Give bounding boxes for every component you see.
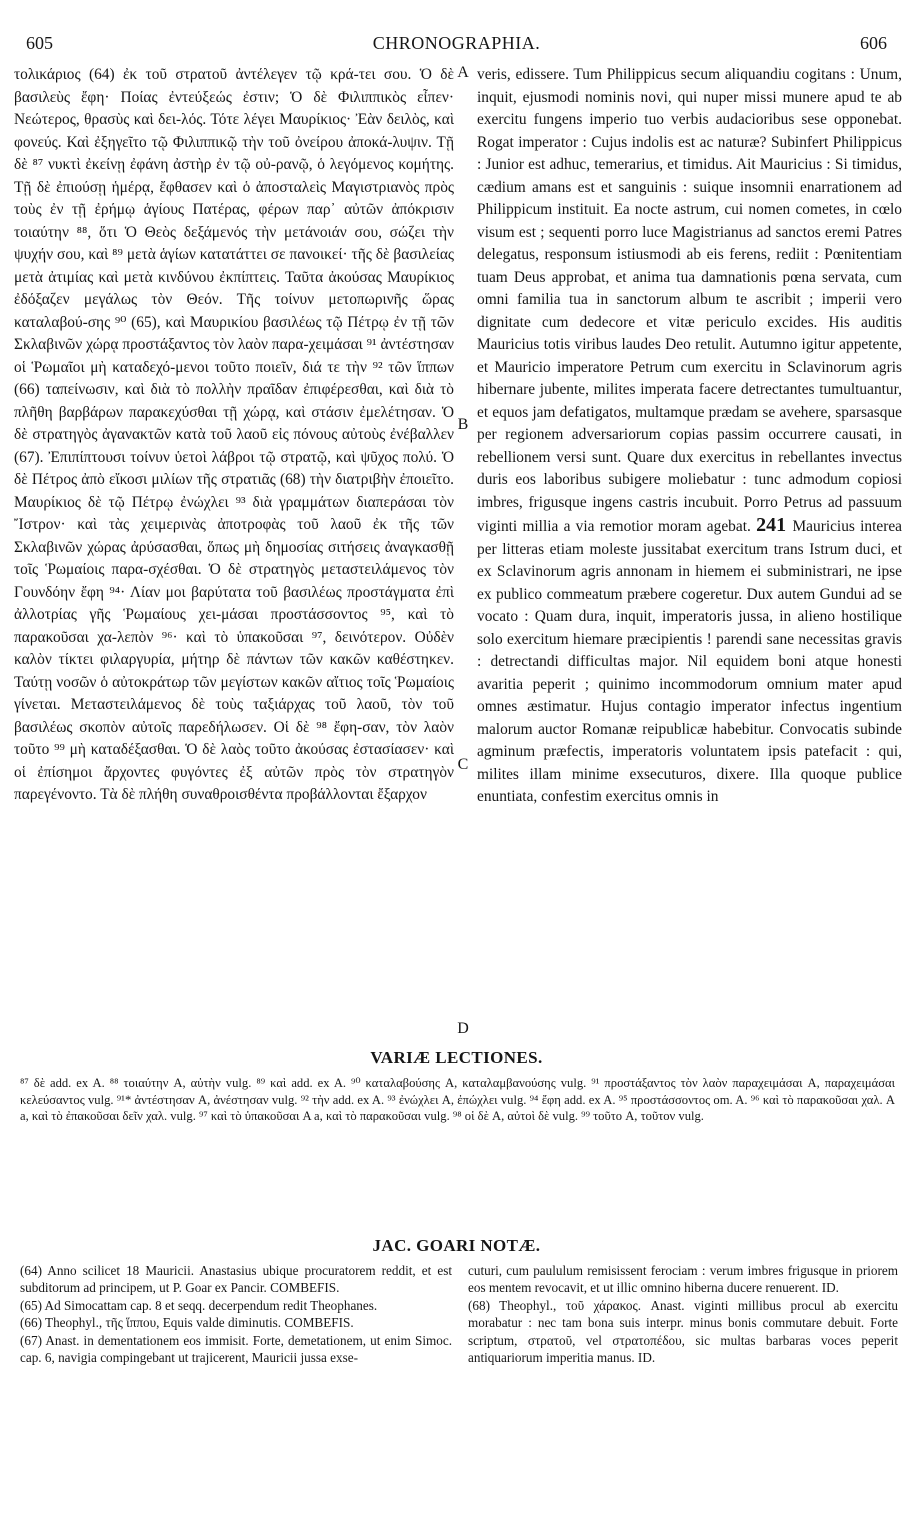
greek-text: τολικάριος (64) ἐκ τοῦ στρατοῦ ἀντέλεγεν τῷ κρά-τει σου. Ὁ δὲ βασιλεὺς ἔφη· Ποίας ἐντεύξεώς ἐστιν; Ὁ δὲ Φιλιππικὸς εἶπεν· Νεώτερος, θρασὺς καὶ δει-λός. Τότε λέγει Μαυρίκιος· Ἐὰν δειλὸς, καὶ φονεύς. Καὶ ἐξηγεῖτο τῷ Φιλιππικῷ τὴν τοῦ ὀνείρου ἀποκά-λυψιν. Τῇ δὲ ⁸⁷ νυκτὶ ἐκείνῃ ἐφάνη ἀστὴρ ἐν τῷ οὐ-ρανῷ, ὁ λεγόμενος κομήτης. Τῇ δὲ ἐπιούσῃ ἡμέρᾳ, ἔφθασεν καὶ ὁ ἀποσταλεὶς Μαγιστριανὸς πρὸς τοὺς ἐν τῇ ἐρήμῳ ἁγίους Πατέρας, φέρων παρ᾽ αὐτῶν ἀπόκρισιν τοιαύτην ⁸⁸, ὅτι Ὁ Θεὸς δεξάμενός τὴν μετάνοιάν σου, σώζει τὴν ψυχήν σου, καὶ ⁸⁹ μετὰ ἁγίων κατατάττει σε πανοικεί· τῆς δὲ βασιλείας μετὰ ἀτιμίας καὶ μετὰ κινδύνου ἐκπίπτεις. Ταῦτα ἀκούσας Μαυρίκιος ἐδόξαζεν μεγάλως τὸν Θεόν. Τῆς τοίνυν μετοπωρινῆς ὥρας καταλαβού-σης ⁹⁰ (65), καὶ Μαυρικίου βασιλέως τῷ Πέτρῳ ἐν τῇ τῶν Σκλαβινῶν χώρᾳ προστάξαντος τὸν λαὸν παρα-χειμάσαι ⁹¹ ἀντέστησαν οἱ Ῥωμαῖοι μὴ καταδεχό-μενοι τοῦτο ποιεῖν, διά τε τὴν ⁹² τῶν ἵππων (66) ταπείνωσιν, καὶ διὰ τὸ πολλὴν πραῖδαν ἐπιφέρεσθαι, καὶ διὰ τὸ πλῆθη βαρβάρων παρακεχύσθαι τῇ χώρᾳ, καὶ στάσιν ἐμελέτησαν. Ὁ δὲ στρατηγὸς ἀγανακτῶν κατὰ τοῦ λαοῦ εἰς πόνους αὐτοὺς ἐνέβαλλεν (67). Ἐπιπίπτουσι τοίνυν ὑετοὶ λάβροι τῷ στρατῷ, καὶ ψῦχος πολύ. Ὁ δὲ Πέτρος ἀπὸ εἴκοσι μιλίων τῆς στρατιᾶς (68) τὴν διατριβὴν ἐποιεῖτο. Μαυρίκιος δὲ τῷ Πέτρῳ ἐνώχλει ⁹³ διὰ γραμμάτων διαπεράσαι τὸν Ἴστρον· καὶ τὰς χειμερινὰς ἀποτροφὰς τοῦ λαοῦ ἐκ τῆς τῶν Σκλαβινῶν χώρας ἀρύσασθαι, ὅπως μὴ δημοσίας σιτήσεις ἀναγκασθῇ τοῖς Ῥωμαίοις παρα-σχέσθαι. Ὁ δὲ στρατηγὸς μεταστειλάμενος τὸν Γουνδόην ἔφη ⁹⁴· Λίαν μοι βαρύτατα τοῦ βασιλέως προστάγματα ἐπὶ ἀλλοτρίας γῆς Ῥωμαίους χει-μάσαι προστάσσοντος ⁹⁵, καὶ τὸ παρακοῦσαι χα-λεπὸν ⁹⁶· καὶ τὸ ὑπακοῦσαι ⁹⁷, δεινότερον. Οὐδὲν καλὸν τίκτει φιλαργυρία, μήτηρ δὲ πάντων τῶν κακῶν καθέστηκεν. Ταύτῃ νοσῶν ὁ αὐτοκράτωρ τῶν μεγίστων κακῶν αἴτιος τοῖς Ῥωμαίοις γίνεται. Μεταστειλάμενος δὲ τοὺς ταξιάρχας τοῦ λαοῦ, τὸν τοῦ βασιλέως σκοπὸν αὐτοῖς παρεδήλωσεν. Οἱ δὲ ⁹⁸ ἔφη-σαν, τὸν λαὸν τοῦτο ⁹⁹ μὴ καταδέξασθαι. Ὁ δὲ λαὸς τοῦτο ἀκούσας ἐστασίασεν· καὶ οἱ ἐπίσημοι ἄρχοντες φυγόντες ἐξ αὐτῶν πρὸς τὸν στρατηγὸν παρεγένοντο. Τὰ δὲ πλήθη συναθροισθέντα προβάλλονται ἔξαρχον bbox=[14, 66, 455, 803]
note-item: (65) Ad Simocattam cap. 8 et seqq. decerpendum redit Theophanes. bbox=[20, 1297, 378, 1313]
note-item: cuturi, cum paululum remisissent ferociam : verum imbres frigusque in priorem eos mentem revocavit, et ut illic omnino hiberna ducere renuerent. ID. bbox=[468, 1263, 898, 1296]
margin-letter-d: D bbox=[457, 1020, 469, 1037]
margin-letter-a: A bbox=[457, 64, 469, 81]
page-header bbox=[26, 30, 887, 56]
margin-letter-c: C bbox=[457, 756, 469, 773]
latin-text: veris, edissere. Tum Philippicus secum aliquandiu cogitans : Unum, inquit, ejusmodi nominis novi, qui nuper missi munere apud te ab exercitu fungens imperio tuo verbis audacioribus sese opponebat. Rogat imperator : Cujus indolis est ac naturæ? Subinfert Philippicus : Junior est adhuc, temerarius, et timidus. Ait Mauricius : Si timidus, cædium amans est et sanguinis : suique insomnii enarrationem ad Philippicum instituit. Ea nocte astrum, cui nomen cometes, in cœlo visum est ; sequenti porro luce Magistrianus ad sanctos eremi Patres delegatus, responsum istiusmodi ab eis ferens, rediit : Pœnitentiam tuam Deus approbat, et anima tua damnationis pœna servata, cum omni familia tua in sanctorum album te ascribit ; imperii vero dignitate cum dedecore et vitæ periculo excides. His auditis Mauricius totis viribus laudes Deo retulit. Autumno igitur appetente, et Mauricio imperatore Petrum cum exercitu in Sclavinorum agris hibernare jubente, milites imperata facere detrectantes tumultuantur, et equos jam defatigatos, multamque prædam se avehere, sparsasque per regionem adversariorum copias passim occurrere causati, in rebellionem versi sunt. Quare dux exercitus in rebellantes invectus duris eos laboribus subigere moliebatur : tunc admodum copiosi imbres, frigusque ingens castris incubuit. Porro Petrus ad passuum viginti millia a via remotior moram agebat. 241 Mauricius interea per litteras etiam moleste jussitabat exercitum trans Istrum duci, et ex Sclavinorum agris annonam in hiemem ei subministrari, ne ipse ex publico commeatum præbere cogeretur. Dux autem Gundui ad se vocato : Quam dura, inquit, imperatoris jussa, in alieno hostilique solo exercitum hiemare præcipientis ! parendi sane necessitas gravis : detrectandi difficultas major. Nil equidem boni atque honesti avaritia peperit ; quinimo incommodorum omnium mater apud omnes æstimatur. Hujus contagio imperator infectus ingentium malorum auctor Romanæ reipublicæ habebitur. Convocatis subinde agminum præfectis, imperatoris voluntatem ipsis patefacit : qui, milites illam minime exsecuturos, dixere. Illa quoque publice enuntiata, confestim exercitus omnis in bbox=[477, 66, 903, 805]
page-number-left: 605 bbox=[26, 33, 53, 53]
variae-lectiones: ⁸⁷ δὲ add. ex A. ⁸⁸ τοιαύτην A, αὐτὴν vulg. ⁸⁹ καὶ add. ex A. ⁹⁰ καταλαβούσης A, καταλαμβανούσης vulg. ⁹¹ προστάξαντος τὸν λαὸν παραχειμάσαι A, παραχειμάσαι κελεύσαντος vulg. ⁹¹* ἀντέστησαν A, ἀνέστησαν vulg. ⁹² τὴν add. ex A. ⁹³ ἐνώχλει A, ἐπώχλει vulg. ⁹⁴ ἔφη add. ex A. ⁹⁵ προστάσσοντος om. A. ⁹⁶ καὶ τὸ παρακοῦσαι χαλ. A a, καὶ τὸ ἐπακοῦσαι δεῖν χαλ. vulg. ⁹⁷ καὶ τὸ ὑπακοῦσαι A a, καὶ τὸ παρακοῦσαι vulg. ⁹⁸ οἱ δὲ A, αὐτοὶ δὲ vulg. ⁹⁹ τοῦτο A, τοῦτον vulg. bbox=[20, 1076, 895, 1124]
latin-column bbox=[477, 64, 902, 809]
note-item: (68) Theophyl., τοῦ χάρακος. Anast. viginti millibus procul ab exercitu morabatur : nec tam bona suis interpr. minus bonis commutare debuit. Forte scriptum, στρατοῦ, vel στρατοπέδου, sic multas barbaras voces peperit antiquariorum imperitia manus. ID. bbox=[468, 1297, 898, 1366]
page-number-right: 606 bbox=[860, 33, 887, 53]
margin-letter-b: B bbox=[457, 416, 469, 433]
section-number: 241 bbox=[756, 514, 793, 536]
note-item: (66) Theophyl., τῆς ἵππου, Equis valde diminutis. COMBEFIS. bbox=[20, 1315, 354, 1331]
margin-letters bbox=[452, 64, 474, 1044]
notes-left-column bbox=[20, 1262, 452, 1366]
greek-column bbox=[14, 64, 454, 807]
notes-right-column bbox=[468, 1262, 898, 1366]
running-title: CHRONOGRAPHIA. bbox=[372, 33, 541, 53]
variae-heading: VARIÆ LECTIONES. bbox=[370, 1048, 543, 1067]
notes-heading: JAC. GOARI NOTÆ. bbox=[372, 1236, 541, 1255]
note-item: (64) Anno scilicet 18 Mauricii. Anastasius ubique procuratorem reddit, et est subditorum ad principem, ut P. Goar ex Pancir. COMBEFIS. bbox=[20, 1263, 452, 1296]
note-item: (67) Anast. in dementationem eos immisit. Forte, demetationem, ut enim Simoc. cap. 6, navigia compingebant ut trajicerent, Mauricii jussa exse- bbox=[20, 1332, 452, 1366]
